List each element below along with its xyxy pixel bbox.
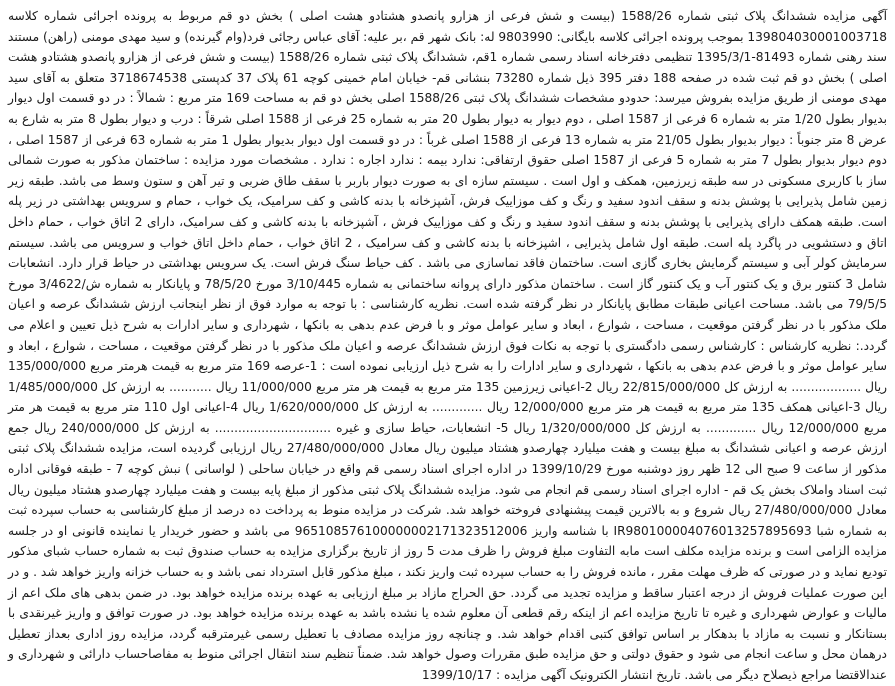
notice-body: آگهی مزایده ششدانگ پلاک ثبتی شماره 1588/26 (بیست و شش فرعی از هزارو پانصدو هشتادو هشت اصلی ) بخش دو قم مربوط به پرونده اجرائی شماره کلاسه 139804030001003718 بموجب پرونده اجرائی کلاسه بایگانی: 9803990 له: بانک شهر قم ،بر علیه: آقای عباس رجائی فرد(وام گیرنده) و سید مهدی مومنی (راهن) مستند سند رهنی شماره 81493-1395/3/1 تنظیمی دفترخانه اسناد رسمی شماره 1قم، ششدانگ پلاک ثبتی شماره 1588/26 (بیست و شش فرعی از هزارو پانصدو هشتادو هشت اصلی ) بخش دو قم ثبت شده در صفحه 188 دفتر 395 ذیل شماره 73280 بنشانی قم- خیابان امام خمینی کوچه 61 پلاک 37 کدپستی 3718674538 متعلق به آقای سید مهدی مومنی از طریق مزایده بفروش میرسد: حدودو مشخصات ششدانگ پلاک ثبتی 1588/26 اصلی بخش دو قم به مساحت 169 متر مربع : شمالاً : در دو قسمت اول دیوار بدیوار بطول 1/20 متر به شماره 6 فرعی از 1587 اصلی ، دوم دیوار به دیوار بطول 20 متر به شماره 25 فرعی از 1588 اصلی شرقاً : درب و دیوار بطول 8 متر به شارع به عرض 8 متر جنوباً : دیوار بدیوار بطول 21/05 متر به شماره 13 فرعی از 1588 اصلی غرباً : در دو قسمت اول دیوار بدیوار بطول 1 متر به شماره 63 فرعی از 1587 اصلی ، دوم دیوار بدیوار بطول 7 متر به شماره 5 فرعی از 1587 اصلی حقوق ارتفاقی: ندارد بیمه : ندارد اجاره : ندارد . مشخصات مورد مزایده : ساختمان مذکور به صورت شمالی ساز با کاربری مسکونی در سه طبقه زیرزمین، همکف و اول است . سیستم سازه ای به صورت دیوار باربر با سقف طاق ضربی و تیر آهن و ستون وسط می باشد. طبقه زیر زمین شامل پذیرایی با پوشش بدنه و سقف اندود سفید و رنگ و کف موزاییک فرش، آشپزخانه با بدنه کاشی و کف سرامیک، یک خواب ، حمام و سرویس بهداشتی در زیر پله است. طبقه همکف دارای پذیرایی با پوشش بدنه و سقف اندود سفید و رنگ و کف موزاییک فرش ، آشپزخانه با بدنه کاشی و کف سرامیک، دارای 2 اتاق خواب ، حمام داخل اتاق و دستشویی در پاگرد پله است. طبقه اول شامل پذیرایی ، اشپزخانه با بدنه کاشی و کف سرامیک ، 2 اتاق خواب ، حمام داخل اتاق خواب و سرویس می باشد. سیستم سرمایش کولر آبی و سیستم گرمایش بخاری گازی است. ساختمان فاقد نماسازی می باشد . کف حیاط سنگ فرش است. یک سرویس بهداشتی در حیاط قرار دارد. انشعابات شامل 3 کنتور برق و یک کنتور آب و یک کنتور گاز است . ساختمان مذکور دارای پروانه ساختمانی به شماره 3/10/445 مورخ 78/5/20 و پایانکار به شماره ش/3/4622 مورخ 79/5/5 می باشد. مساحت اعیانی طبقات مطابق پایانکار در نظر گرفته شده است. نظریه کارشناسی : با توجه به موارد فوق از نظر اینجانب ارزش ششدانگ عرصه و اعیان ملک مذکور با در نظر گرفتن موقعیت ، مساحت ، شوارع ، ابعاد و سایر عوامل موثر و با فرض عدم بدهی به بانکها ، شهرداری و سایر ادارات به شرح ذیل تعیین و اعلام می گردد.: نظریه کارشناس : کارشناس رسمی دادگستری با توجه به نکات فوق ارزش ششدانگ عرصه و اعیان ملک مذکور با در نظر گرفتن موقعیت ، مساحت ، شوارع ، ابعاد و سایر عوامل موثر و با فرض عدم بدهی به بانکها ، شهرداری و سایر ادارات را به شرح ذیل ارزیابی نموده است : 1-عرصه 169 متر مربع به قیمت هرمتر مربع 135/000/000 ریال .................. به ارزش کل 22/815/000/000 ریال 2-اعیانی زیرزمین 135 متر مربع به قیمت هر متر مربع 11/000/000 ریال ........... به ارزش کل 1/485/000/000 ریال 3-اعیانی همکف 135 متر مربع به قیمت هر متر مربع 12/000/000 ریال ............. به ارزش کل 1/620/000/000 ریال 4-اعیانی اول 110 متر مربع به قیمت هر متر مربع 12/000/000 ریال ............. به ارزش کل 1/320/000/000 ریال 5- انشعابات، حیاط سازی و غیره .............................. به ارزش کل 240/000/000 ریال جمع ارزش عرصه و اعیانی ششدانگ به مبلغ بیست و هفت میلیارد چهارصدو هشتاد میلیون ریال معادل 27/480/000/000 ریال ارزیابی گردیده است، مزایده ششدانگ پلاک ثبتی مذکور از ساعت 9 صبح الی 12 ظهر روز دوشنبه مورخ 1399/10/29 در اداره اجرای اسناد رسمی قم واقع در خیابان ساحلی ( لواسانی ) نبش کوچه 7 - طبقه فوقانی اداره ثبت اسناد واملاک بخش یک قم - اداره اجرای اسناد رسمی قم انجام می شود. مزایده ششدانگ پلاک ثبتی مذکور از مبلغ پایه بیست و هفت میلیارد چهارصدو هشتاد میلیون ریال معادل 27/480/000/000 ریال شروع و به بالاترین قیمت پیشنهادی فروخته خواهد شد. شرکت در مزایده منوط به پرداخت ده درصد از مبلغ کارشناسی به حساب سپرده ثبت به شماره شبا IR980100004076013257895693 با شناسه واریز 965108576100000002171323512006 می باشد و حضور خریدار یا نماینده قانونی او در جلسه مزایده الزامی است و برنده مزایده مکلف است مابه التفاوت مبلغ فروش را ظرف مدت 5 روز از تاریخ برگزاری مزایده به حساب صندوق ثبت به شماره حساب شبای مذکور تودیع نماید و در صورتی که ظرف مهلت مقرر ، مانده فروش را به حساب سپرده ثبت واریز نکند ، مبلغ مذکور قابل استرداد نمی باشد و به حساب خزانه واریز خواهد شد . و در این صورت عملیات فروش از درجه اعتبار ساقط و مزایده تجدید می گردد. حق الحراج مازاد بر مبلغ ارزیابی به عهده برنده مزایده خواهد بود. در ضمن بدهی های ملک اعم از مالیات و عوارض شهرداری و غیره تا تاریخ مزایده اعم از اینکه رقم قطعی آن معلوم شده یا نشده باشد به عهده برنده مزایده خواهد بود. در صورت توافق و واریز غیرنقدی با بستانکار و نسبت به مازاد با بدهکار بر اساس توافق کتبی اقدام خواهد شد. و چنانچه روز مزایده مصادف با تعطیل رسمی غیرمترقبه گردد، مزایده روز اداری بعداز تعطیل درهمان محل و ساعت انجام می شود و حقوق دولتی و حق مزایده طبق مقررات وصول خواهد شد. ضمناً تنظیم سند انتقال اجرائی منوط به مفاصاحساب دارائی و شهرداری و عندالاقتضا مراجع ذیصلاح دیگر می باشد. تاریخ انتشار الکترونیک آگهی مزایده : 1399/10/17 (8, 9, 888, 682)
